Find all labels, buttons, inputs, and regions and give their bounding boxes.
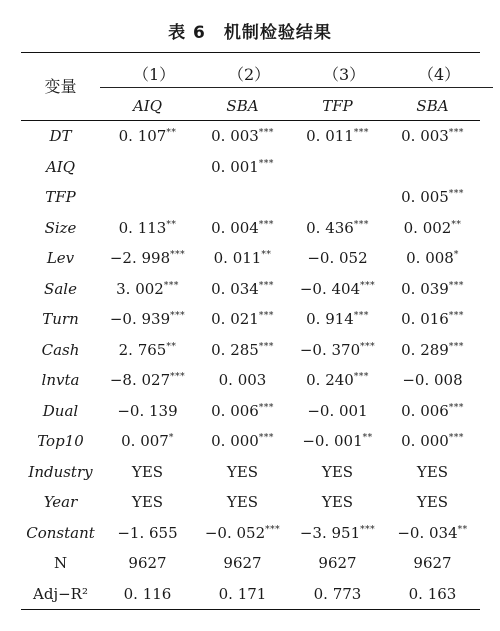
table-row: [21, 213, 480, 244]
coefficient-cell: [385, 182, 480, 213]
coefficient-cell: [195, 487, 290, 518]
coefficient-cell: [290, 121, 385, 152]
column-number-header: [100, 53, 195, 92]
coefficient-cell: [100, 487, 195, 518]
coefficient-value: 9627: [223, 554, 262, 573]
table-row: [21, 518, 480, 549]
table-row: [21, 548, 480, 579]
coefficient-cell: [385, 365, 480, 396]
coefficient-cell: [100, 457, 195, 488]
coefficient-value: 0. 107: [118, 127, 167, 146]
coefficient-cell: [290, 579, 385, 610]
column-number-header: [290, 53, 385, 92]
coefficient-value: −1. 655: [117, 523, 178, 542]
table-row: [21, 152, 480, 183]
significance-stars: **: [166, 219, 177, 230]
coefficient-cell: [195, 274, 290, 305]
coefficient-cell: [195, 579, 290, 610]
variable-name: TFP: [45, 188, 76, 207]
coefficient-cell: [385, 426, 480, 457]
coefficient-cell: [195, 243, 290, 274]
coefficient-cell: [100, 152, 195, 183]
coefficient-cell: [385, 213, 480, 244]
coefficient-cell: [195, 304, 290, 335]
variable-name: lnvta: [41, 371, 80, 390]
coefficient-value: 0. 034: [211, 279, 259, 298]
significance-stars: ***: [360, 524, 376, 535]
coefficient-value: 3. 002: [116, 279, 164, 298]
coefficient-cell: [385, 457, 480, 488]
column-number: （4）: [385, 62, 493, 88]
coefficient-value: 0. 113: [118, 218, 167, 237]
coefficient-value: 0. 007: [121, 432, 169, 451]
significance-stars: **: [457, 524, 468, 535]
column-number: （3）: [290, 62, 398, 88]
table-row: [21, 426, 480, 457]
table-title: 表 6 机制检验结果: [168, 23, 332, 43]
coefficient-value: 0. 005: [401, 188, 449, 207]
coefficient-cell: [385, 518, 480, 549]
coefficient-cell: [195, 457, 290, 488]
coefficient-cell: [290, 518, 385, 549]
coefficient-value: YES: [416, 493, 449, 512]
coefficient-value: YES: [321, 462, 354, 481]
coefficient-value: −0. 404: [299, 279, 361, 298]
dependent-variable-header: TFP: [322, 96, 353, 115]
coefficient-cell: [100, 213, 195, 244]
coefficient-value: YES: [321, 493, 354, 512]
significance-stars: ***: [163, 280, 179, 291]
coefficient-cell: [195, 365, 290, 396]
coefficient-cell: [195, 335, 290, 366]
variable-name: Top10: [37, 432, 84, 451]
coefficient-value: 0. 006: [401, 401, 449, 420]
coefficient-value: 0. 436: [306, 218, 354, 237]
table-row: [21, 243, 480, 274]
coefficient-cell: [100, 579, 195, 610]
coefficient-value: 9627: [128, 554, 167, 573]
coefficient-cell: [100, 548, 195, 579]
coefficient-cell: [195, 213, 290, 244]
table-row: [21, 274, 480, 305]
coefficient-value: −0. 001: [307, 401, 368, 420]
column-number: （1）: [100, 62, 208, 88]
coefficient-value: 0. 773: [313, 584, 362, 603]
table-row: [21, 487, 480, 518]
table-row: [21, 457, 480, 488]
table-row: [21, 579, 480, 610]
significance-stars: ***: [353, 372, 369, 383]
significance-stars: **: [362, 433, 373, 444]
coefficient-value: 0. 285: [211, 340, 259, 359]
coefficient-cell: [100, 182, 195, 213]
coefficient-cell: [290, 365, 385, 396]
significance-stars: ***: [448, 128, 464, 139]
coefficient-value: 0. 011: [306, 127, 354, 146]
variable-name: Sale: [44, 279, 77, 298]
significance-stars: ***: [360, 280, 376, 291]
table-row: [21, 121, 480, 152]
column-number-header: [385, 53, 480, 92]
coefficient-value: −0. 008: [402, 371, 463, 390]
coefficient-value: −0. 370: [299, 340, 361, 359]
coefficient-value: 9627: [413, 554, 452, 573]
coefficient-value: 0. 021: [211, 310, 259, 329]
significance-stars: ***: [258, 219, 274, 230]
coefficient-value: 0. 000: [211, 432, 259, 451]
coefficient-cell: [290, 243, 385, 274]
coefficient-cell: [290, 487, 385, 518]
table-row: [21, 182, 480, 213]
coefficient-cell: [195, 121, 290, 152]
coefficient-value: YES: [131, 462, 164, 481]
variable-name: AIQ: [45, 157, 76, 176]
coefficient-cell: [385, 243, 480, 274]
coefficient-cell: [195, 548, 290, 579]
significance-stars: ***: [353, 219, 369, 230]
coefficient-cell: [290, 426, 385, 457]
variable-name: DT: [49, 127, 72, 146]
coefficient-cell: [385, 304, 480, 335]
coefficient-cell: [195, 518, 290, 549]
coefficient-value: −0. 139: [117, 401, 178, 420]
coefficient-cell: [100, 426, 195, 457]
coefficient-value: 0. 163: [408, 584, 457, 603]
coefficient-cell: [385, 487, 480, 518]
coefficient-value: 0. 240: [306, 371, 354, 390]
significance-stars: ***: [258, 158, 274, 169]
significance-stars: ***: [258, 311, 274, 322]
variable-header: 变量: [21, 53, 100, 121]
variable-name: Size: [44, 218, 77, 237]
significance-stars: ***: [448, 189, 464, 200]
coefficient-value: 0. 914: [306, 310, 354, 329]
coefficient-value: −0. 052: [307, 249, 368, 268]
coefficient-value: 0. 003: [401, 127, 449, 146]
coefficient-value: −3. 951: [299, 523, 361, 542]
coefficient-value: 0. 011: [213, 249, 262, 268]
coefficient-cell: [100, 304, 195, 335]
coefficient-value: 9627: [318, 554, 357, 573]
significance-stars: ***: [170, 372, 186, 383]
significance-stars: ***: [170, 311, 186, 322]
significance-stars: **: [261, 250, 272, 261]
coefficient-cell: [385, 274, 480, 305]
coefficient-value: 0. 003: [211, 127, 259, 146]
coefficient-value: YES: [131, 493, 164, 512]
variable-name: Dual: [42, 401, 79, 420]
significance-stars: *: [453, 250, 459, 261]
coefficient-value: 0. 006: [211, 401, 259, 420]
coefficient-value: YES: [226, 462, 259, 481]
coefficient-cell: [385, 396, 480, 427]
coefficient-value: 0. 016: [401, 310, 449, 329]
variable-name: Lev: [46, 249, 75, 268]
coefficient-cell: [290, 548, 385, 579]
coefficient-value: −8. 027: [109, 371, 171, 390]
results-table: [21, 52, 480, 610]
coefficient-cell: [195, 426, 290, 457]
coefficient-cell: [195, 396, 290, 427]
coefficient-cell: [100, 243, 195, 274]
variable-name: Cash: [41, 340, 80, 359]
coefficient-cell: [290, 213, 385, 244]
significance-stars: ***: [448, 280, 464, 291]
variable-name: Year: [43, 493, 78, 512]
coefficient-cell: [100, 121, 195, 152]
coefficient-cell: [290, 457, 385, 488]
column-number-header: [195, 53, 290, 92]
significance-stars: **: [166, 128, 177, 139]
coefficient-cell: [290, 304, 385, 335]
significance-stars: ***: [258, 341, 274, 352]
significance-stars: ***: [258, 128, 274, 139]
coefficient-cell: [290, 152, 385, 183]
table-row: [21, 335, 480, 366]
significance-stars: ***: [258, 280, 274, 291]
significance-stars: ***: [448, 311, 464, 322]
dependent-variable-header: AIQ: [132, 96, 163, 115]
coefficient-value: −0. 052: [204, 523, 266, 542]
significance-stars: ***: [265, 524, 281, 535]
variable-name: Turn: [42, 310, 79, 329]
table-body: [21, 121, 480, 610]
coefficient-value: −0. 001: [302, 432, 363, 451]
column-number: （2）: [195, 62, 303, 88]
significance-stars: **: [451, 219, 462, 230]
coefficient-cell: [385, 121, 480, 152]
coefficient-cell: [100, 518, 195, 549]
coefficient-value: 0. 171: [218, 584, 267, 603]
significance-stars: ***: [448, 341, 464, 352]
significance-stars: ***: [170, 250, 186, 261]
table-row: [21, 304, 480, 335]
coefficient-value: 0. 000: [401, 432, 449, 451]
coefficient-value: 0. 001: [211, 157, 259, 176]
significance-stars: ***: [353, 311, 369, 322]
significance-stars: ***: [258, 402, 274, 413]
coefficient-cell: [290, 182, 385, 213]
significance-stars: ***: [258, 433, 274, 444]
significance-stars: *: [168, 433, 174, 444]
dependent-variable-header: SBA: [226, 96, 259, 115]
significance-stars: ***: [448, 433, 464, 444]
coefficient-value: 0. 008: [406, 249, 454, 268]
significance-stars: ***: [360, 341, 376, 352]
variable-name: Constant: [26, 523, 95, 542]
coefficient-cell: [290, 274, 385, 305]
coefficient-cell: [100, 396, 195, 427]
coefficient-cell: [100, 274, 195, 305]
variable-name: Industry: [28, 462, 93, 481]
coefficient-cell: [290, 396, 385, 427]
coefficient-cell: [100, 335, 195, 366]
variable-name: N: [53, 554, 68, 573]
dependent-variable-header: SBA: [416, 96, 449, 115]
coefficient-value: 2. 765: [118, 340, 167, 359]
coefficient-cell: [100, 365, 195, 396]
coefficient-value: 0. 039: [401, 279, 449, 298]
coefficient-cell: [385, 579, 480, 610]
coefficient-value: 0. 289: [401, 340, 449, 359]
significance-stars: ***: [448, 402, 464, 413]
coefficient-value: 0. 004: [211, 218, 259, 237]
significance-stars: ***: [353, 128, 369, 139]
significance-stars: **: [166, 341, 177, 352]
table-row: [21, 365, 480, 396]
variable-name: Adj−R²: [33, 584, 88, 603]
coefficient-value: −0. 034: [397, 523, 458, 542]
coefficient-cell: [385, 548, 480, 579]
coefficient-value: 0. 003: [218, 371, 267, 390]
coefficient-value: YES: [416, 462, 449, 481]
table-row: [21, 396, 480, 427]
coefficient-cell: [290, 335, 385, 366]
coefficient-cell: [385, 335, 480, 366]
coefficient-value: 0. 116: [123, 584, 172, 603]
coefficient-value: YES: [226, 493, 259, 512]
coefficient-value: −2. 998: [109, 249, 171, 268]
coefficient-value: 0. 002: [403, 218, 452, 237]
coefficient-cell: [195, 182, 290, 213]
coefficient-cell: [385, 152, 480, 183]
coefficient-cell: [195, 152, 290, 183]
coefficient-value: −0. 939: [109, 310, 171, 329]
